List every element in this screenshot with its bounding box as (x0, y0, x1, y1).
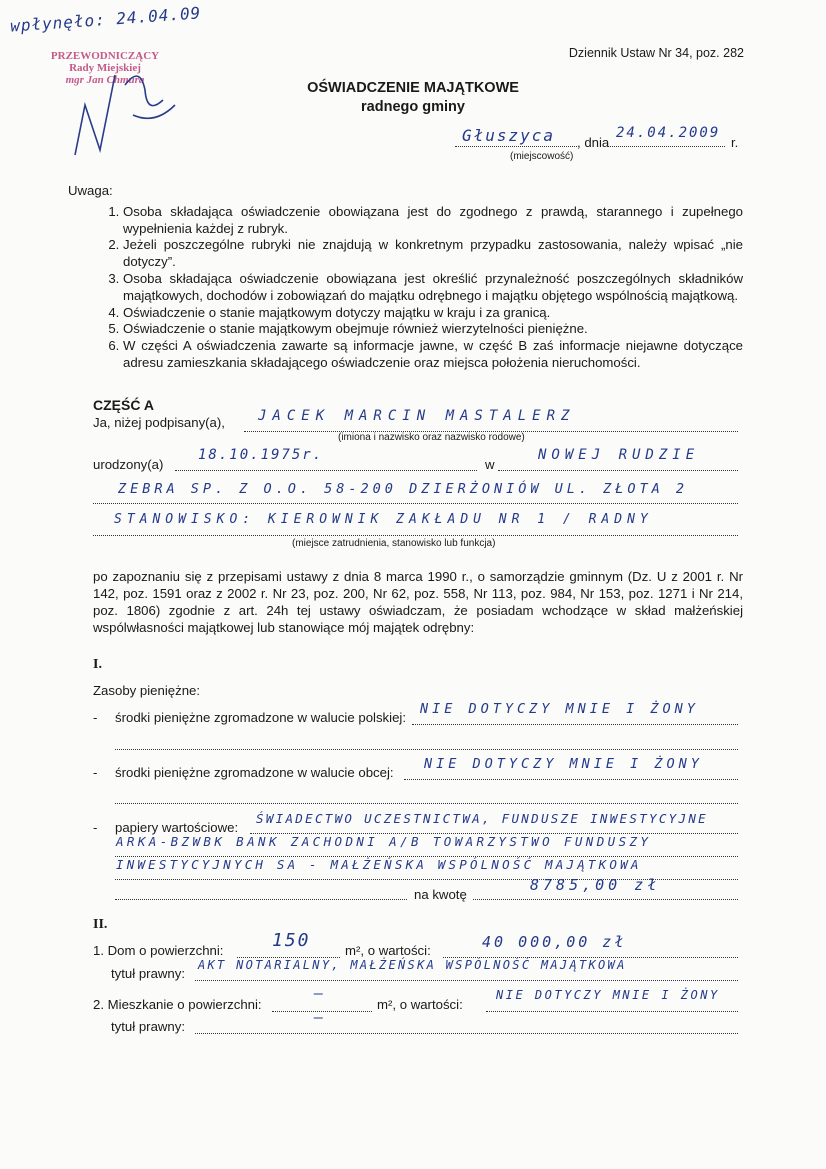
part-a-heading: CZĘŚĆ A (93, 397, 154, 413)
name-caption: (imiona i nazwisko oraz nazwisko rodowe) (338, 432, 525, 443)
flat-m2-label: m², o wartości: (377, 997, 463, 1012)
employment-line-1: ZEBRA SP. Z O.O. 58-200 DZIERŻONIÓW UL. ZŁOTA 2 (118, 481, 689, 497)
foreign-label: środki pieniężne zgromadzone w walucie obcej: (115, 765, 394, 780)
date-suffix: r. (731, 135, 739, 150)
amount-label: na kwotę (414, 887, 467, 902)
date-value: 24.04.2009 (616, 125, 721, 141)
house-label: 1. Dom o powierzchni: (93, 943, 224, 958)
resources-label: Zasoby pieniężne: (93, 683, 201, 698)
stamp-line-1: PRZEWODNICZĄCY (50, 50, 160, 62)
securities-field-4[interactable] (115, 881, 407, 900)
amount-value: 8785,00 zł (530, 876, 661, 894)
stamp-line-2: Rady Miejskiej (69, 62, 141, 74)
employment-caption: (miejsce zatrudnienia, stanowisko lub funkcja) (292, 538, 496, 549)
securities-line-1: ŚWIADECTWO UCZESTNICTWA, FUNDUSZE INWESTYCYJNE (256, 811, 708, 826)
house-title-label: tytuł prawny: (111, 966, 186, 981)
pln-field-extra[interactable] (115, 731, 738, 750)
notes-section (68, 183, 743, 372)
in-label: w (485, 457, 495, 472)
bullet: - (93, 765, 98, 780)
note-item: 6. W części A oświadczenia zawarte są informacje jawne, w część B zaś informacje niejawne dotyczące adresu zamieszkania składającego oświadczenie oraz miejsca położenia nieruchomości. (123, 338, 743, 372)
note-item: 5. Oświadczenie o stanie majątkowym obejmuje również wierzytelności pieniężne. (123, 321, 743, 338)
place-value: Głuszyca (462, 126, 556, 145)
section-1-heading: I. (93, 657, 102, 672)
flat-value: NIE DOTYCZY MNIE I ŻONY (496, 988, 720, 1002)
house-m2-label: m², o wartości: (345, 943, 431, 958)
born-date-value: 18.10.1975r. (198, 447, 324, 463)
received-annotation: wpłynęło: 24.04.09 (9, 3, 202, 36)
flat-title-value: — (314, 1008, 326, 1026)
signed-label: Ja, niżej podpisany(a), (93, 415, 225, 430)
note-item: 3. Osoba składająca oświadczenie obowiązana jest określić przynależność poszczególnych składników majątkowych, dochodów i zobowiązań do majątku odrębnego i majątku objętego wspólnością majątkową. (123, 271, 743, 305)
bullet: - (93, 820, 98, 835)
legal-text: po zapoznaniu się z przepisami ustawy z dnia 8 marca 1990 r., o samorządzie gminnym (Dz. U z 2001 r. Nr 142, poz. 1591 oraz z 2002 r. Nr 23, poz. 200, Nr 62, poz. 558, Nr 113, poz. 984, Nr 153, poz. 1271 i Nr 214, poz. 1806) zgodnie z art. 24h tej ustawy oświadczam, że posiadam wchodzące w skład małżeńskiej wspólwłasności majątkowej lub stanowiące mój majątek odrębny: (93, 569, 743, 635)
notes-list (93, 204, 743, 372)
note-item: 1. Osoba składająca oświadczenie obowiązana jest do zgodnego z prawdą, starannego i zupełnego wypełnienia każdej z rubryk. (123, 204, 743, 238)
journal-reference: Dziennik Ustaw Nr 34, poz. 282 (568, 46, 744, 60)
house-area-value: 150 (272, 930, 311, 951)
document-title (0, 79, 826, 117)
pln-value: NIE DOTYCZY MNIE I ŻONY (420, 701, 699, 717)
note-item: 4. Oświadczenie o stanie majątkowym dotyczy majątku w kraju i za granicą. (123, 305, 743, 322)
title-line-2: radnego gminy (361, 99, 465, 115)
notes-heading: Uwaga: (68, 183, 113, 198)
born-label: urodzony(a) (93, 457, 164, 472)
employment-line-2: STANOWISKO: KIEROWNIK ZAKŁADU NR 1 / RADNY (114, 512, 653, 527)
flat-title-label: tytuł prawny: (111, 1019, 186, 1034)
name-value: JACEK MARCIN MASTALERZ (258, 408, 576, 424)
pln-label: środki pieniężne zgromadzone w walucie polskiej: (115, 710, 407, 725)
flat-label: 2. Mieszkanie o powierzchni: (93, 997, 262, 1012)
foreign-value: NIE DOTYCZY MNIE I ŻONY (424, 756, 703, 772)
house-title-value: AKT NOTARIALNY, MAŁŻEŃSKA WSPÓLNOŚĆ MAJĄTKOWA (198, 958, 627, 972)
section-2-heading: II. (93, 917, 108, 932)
note-item: 2. Jeżeli poszczególne rubryki nie znajdują w konkretnym przypadku zastosowania, należy wpisać „nie dotyczy”. (123, 237, 743, 271)
title-line-1: OŚWIADCZENIE MAJĄTKOWE (307, 80, 519, 96)
foreign-field-extra[interactable] (115, 785, 738, 804)
stamp-line-3: mgr Jan Chmura (65, 74, 145, 86)
place-caption: (miejscowość) (510, 151, 574, 162)
bullet: - (93, 710, 98, 725)
securities-line-2: ARKA-BZWBK BANK ZACHODNI A/B TOWARZYSTWO FUNDUSZY (116, 834, 652, 849)
securities-line-3: INWESTYCYJNYCH SA - MAŁŻEŃSKA WSPÓLNOŚĆ MAJĄTKOWA (116, 857, 642, 872)
born-place-value: NOWEJ RUDZIE (538, 447, 700, 463)
date-label: , dnia (577, 135, 610, 150)
flat-title-field[interactable] (195, 1015, 738, 1034)
flat-area-value: — (314, 984, 326, 1002)
securities-label: papiery wartościowe: (115, 820, 239, 835)
house-value: 40 000,00 zł (482, 933, 627, 951)
